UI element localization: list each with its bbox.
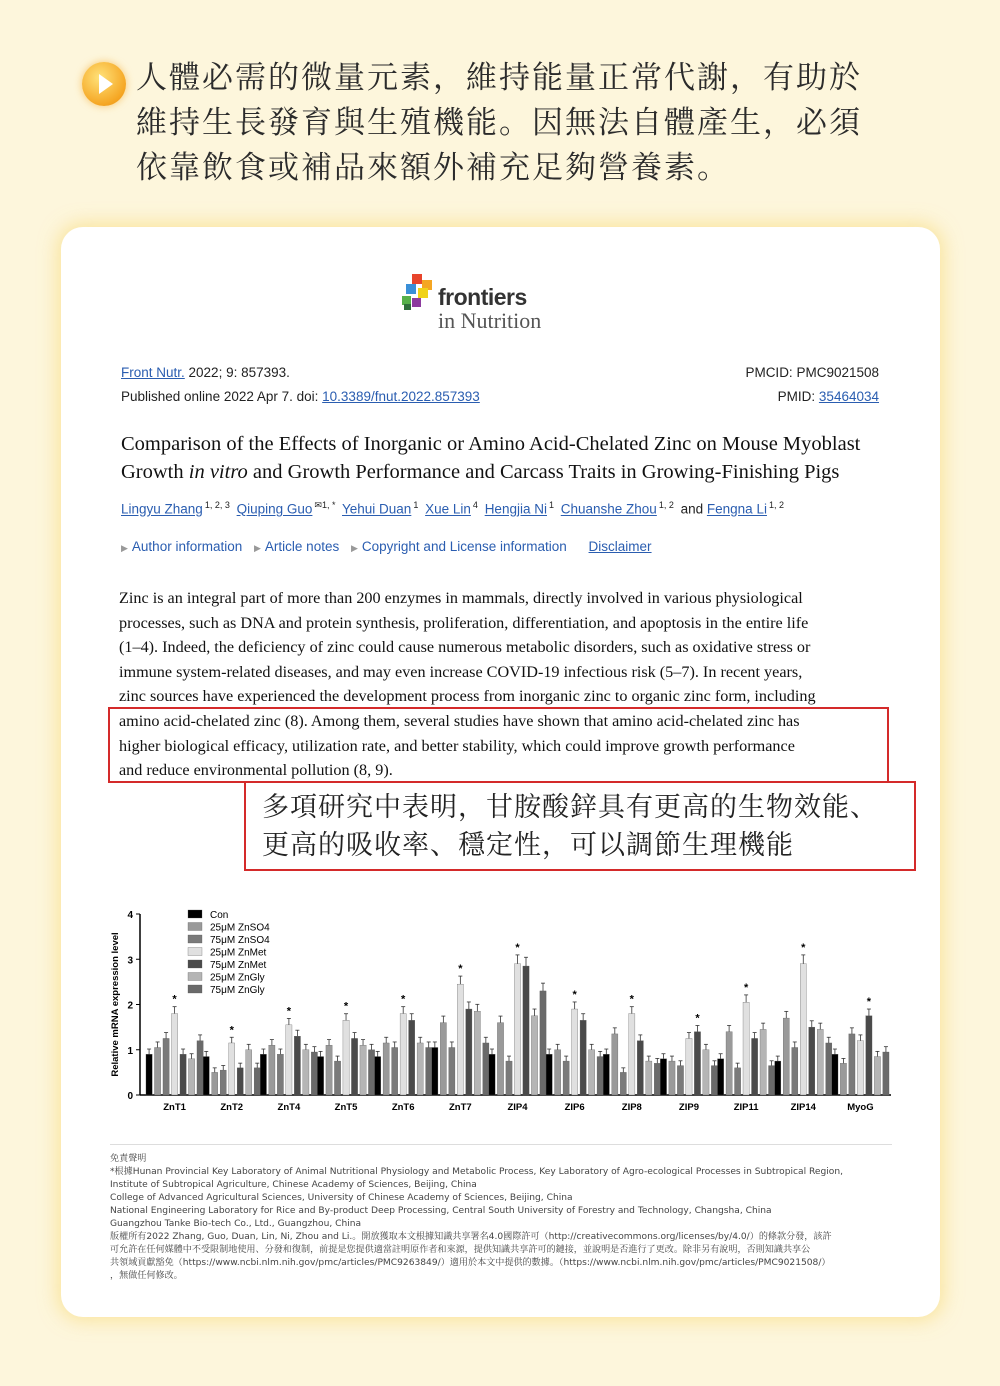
bar xyxy=(589,1050,595,1095)
pmcid: PMCID: PMC9021508 xyxy=(745,365,879,380)
author-affil: 1 xyxy=(548,500,554,510)
significance-marker: * xyxy=(515,941,520,954)
bar xyxy=(375,1057,381,1095)
bar xyxy=(383,1043,389,1095)
doi-link[interactable]: 10.3389/fnut.2022.857393 xyxy=(322,389,480,404)
author-affil: 1 xyxy=(413,500,419,510)
legend-label: 25μM ZnSO4 xyxy=(210,922,270,934)
author-list xyxy=(121,500,881,517)
legend-label: 75μM ZnGly xyxy=(210,985,265,996)
bar xyxy=(489,1054,495,1095)
author-link[interactable]: Fengna Li xyxy=(706,501,767,517)
bar xyxy=(857,1041,863,1095)
title-line-2 xyxy=(121,458,881,486)
author-link[interactable]: Lingyu Zhang xyxy=(121,501,203,517)
footer-line: ，無做任何修改。 xyxy=(110,1271,183,1281)
significance-marker: * xyxy=(286,1005,292,1018)
published-prefix: Published online 2022 Apr 7. doi: xyxy=(121,389,323,404)
citation-ref: 2022; 9: 857393. xyxy=(184,365,290,380)
note-label: Copyright and License information xyxy=(361,539,567,554)
bar xyxy=(580,1020,586,1095)
bar xyxy=(146,1054,152,1095)
highlight-box xyxy=(108,707,889,783)
bar xyxy=(317,1057,323,1095)
bar xyxy=(832,1054,838,1095)
bar xyxy=(760,1029,766,1095)
triangle-right-icon: ▶ xyxy=(121,543,128,553)
footer-disclaimer xyxy=(110,1144,892,1283)
y-tick-label: 1 xyxy=(127,1045,133,1057)
bar xyxy=(669,1061,675,1095)
intro-section xyxy=(82,56,902,191)
intro-line: 依靠飲食或補品來額外補充足夠營養素。 xyxy=(136,150,730,186)
x-tick-label: ZIP4 xyxy=(507,1102,528,1113)
bar xyxy=(368,1050,374,1095)
play-bullet-icon xyxy=(82,62,126,106)
significance-marker: * xyxy=(401,993,406,1006)
bar xyxy=(417,1043,423,1095)
bar xyxy=(540,991,546,1095)
journal-subtitle: in Nutrition xyxy=(438,308,542,333)
bar xyxy=(769,1066,775,1095)
bar xyxy=(775,1061,781,1095)
significance-marker: * xyxy=(743,981,749,994)
y-tick-label: 4 xyxy=(127,910,133,921)
significance-marker: * xyxy=(801,941,806,954)
author-link[interactable]: Yehui Duan xyxy=(342,501,412,517)
bar xyxy=(229,1043,235,1095)
author-link[interactable]: Xue Lin xyxy=(425,501,471,517)
bar xyxy=(203,1057,209,1095)
citation-line xyxy=(121,365,290,380)
bar xyxy=(466,1009,472,1095)
bar xyxy=(620,1072,626,1095)
bar xyxy=(303,1050,309,1095)
bar xyxy=(254,1068,260,1095)
bar xyxy=(646,1061,652,1095)
note-label: Article notes xyxy=(264,539,340,554)
disclaimer-link[interactable]: Disclaimer xyxy=(588,539,652,554)
bar xyxy=(686,1038,692,1095)
pmid-line xyxy=(778,389,879,404)
footer-line: 免責聲明 xyxy=(110,1154,147,1164)
bar xyxy=(277,1054,283,1095)
bar xyxy=(629,1014,635,1095)
significance-marker: * xyxy=(229,1024,234,1037)
callout-box xyxy=(244,781,916,871)
x-tick-label: ZnT1 xyxy=(163,1102,186,1113)
bar xyxy=(260,1054,266,1095)
significance-marker: * xyxy=(172,993,177,1006)
bar xyxy=(726,1032,732,1095)
bar xyxy=(711,1066,717,1095)
bar xyxy=(849,1034,855,1095)
footer-line: 版權所有2022 Zhang, Guo, Duan, Lin, Ni, Zhou and Li.。開放獲取本文根據知識共享署名4.0國際許可（http://creativecommons.org/licenses/by/4.0/）的條款分發，該許 xyxy=(110,1232,832,1242)
bar xyxy=(743,1002,749,1095)
bar xyxy=(171,1014,177,1095)
abstract-line: amino acid-chelated zinc (8). Among them, several studies have shown that amino acid-chelated zinc has xyxy=(119,711,800,730)
abstract-line: immune system-related diseases, and may even increase COVID-19 infectious risk (5–7). In recent years, xyxy=(119,662,803,681)
bar xyxy=(612,1034,618,1095)
x-tick-label: MyoG xyxy=(847,1102,874,1113)
intro-line: 維持生長發育與生殖機能。因無法自體產生，必須 xyxy=(136,105,862,141)
author-link[interactable]: Qiuping Guo xyxy=(236,501,313,517)
footer-line: *根據Hunan Provincial Key Laboratory of Animal Nutritional Physiology and Metabolic Process, Key Laboratory of Agro-ecological Processes in Subtropical Region, xyxy=(110,1167,844,1177)
x-tick-label: ZnT2 xyxy=(220,1102,244,1113)
author-link[interactable]: Chuanshe Zhou xyxy=(560,501,657,517)
bar xyxy=(703,1050,709,1095)
bar xyxy=(237,1068,243,1095)
bar xyxy=(426,1047,432,1095)
bar xyxy=(866,1016,872,1095)
bar xyxy=(400,1014,406,1095)
bar xyxy=(531,1016,537,1095)
author-affil: ✉1, * xyxy=(314,500,336,510)
significance-marker: * xyxy=(866,996,872,1009)
mrna-bar-chart xyxy=(106,902,896,1117)
x-tick-label: ZIP9 xyxy=(678,1102,699,1113)
callout-line: 多項研究中表明，甘胺酸鋅具有更高的生物效能、 xyxy=(262,792,878,823)
abstract-line: and reduce environmental pollution (8, 9). xyxy=(119,761,393,780)
footer-line: National Engineering Laboratory for Rice and By-product Deep Processing, Central South University of Forestry and Technology, Changsha, China xyxy=(110,1206,772,1216)
significance-marker: * xyxy=(343,1000,349,1013)
bar xyxy=(360,1045,366,1095)
legend-label: Con xyxy=(210,910,229,921)
bar xyxy=(718,1059,724,1095)
note-label: Author information xyxy=(131,539,243,554)
author-info-toggle[interactable] xyxy=(121,539,242,554)
frontiers-logo-icon xyxy=(402,274,436,310)
significance-marker: * xyxy=(629,993,634,1006)
bar xyxy=(694,1032,700,1095)
bar xyxy=(188,1059,194,1095)
abstract-line: (1–4). Indeed, the deficiency of zinc could cause numerous metabolic disorders, such as oxidative stress or xyxy=(119,638,811,657)
title-part: Growth xyxy=(121,461,189,483)
legend-swatch xyxy=(188,923,202,931)
article-title xyxy=(121,430,881,486)
callout-line: 更高的吸收率、穩定性，可以調節生理機能 xyxy=(262,830,794,861)
intro-text xyxy=(136,56,876,191)
pmid-label: PMID: xyxy=(777,389,819,404)
bar xyxy=(449,1047,455,1095)
legend-label: 25μM ZnMet xyxy=(210,947,267,959)
author-affil: 4 xyxy=(472,500,478,510)
footer-line: 可允許在任何媒體中不受限制地使用、分發和復制，前提是您提供適當註明原作者和來源，提供知識共享許可的鏈接，並說明是否進行了更改。除非另有說明，否則知識共享公 xyxy=(110,1245,811,1255)
legend-swatch xyxy=(188,985,202,993)
bar xyxy=(597,1057,603,1095)
legend-swatch xyxy=(188,960,202,968)
bar xyxy=(840,1063,846,1095)
bar xyxy=(660,1059,666,1095)
author-affil: 1, 2 xyxy=(658,500,674,510)
bar xyxy=(637,1041,643,1095)
author-link[interactable]: Hengjia Ni xyxy=(484,501,547,517)
bar xyxy=(572,1009,578,1095)
bar xyxy=(809,1027,815,1095)
x-tick-label: ZnT6 xyxy=(391,1102,415,1113)
bar xyxy=(826,1043,832,1095)
bar xyxy=(800,964,806,1095)
footer-line: 共領域貢獻豁免（https://www.ncbi.nlm.nih.gov/pmc/articles/PMC9263849/）適用於本文中提供的數據。（https://www.ncbi.nlm.nih.gov/pmc/articles/PMC9021508/） xyxy=(110,1258,831,1268)
legend-swatch xyxy=(188,935,202,943)
x-tick-label: ZIP11 xyxy=(733,1102,759,1113)
bar xyxy=(343,1020,349,1095)
bar xyxy=(440,1023,446,1095)
journal-brand: frontiers xyxy=(438,284,527,310)
title-line-1: Comparison of the Effects of Inorganic or Amino Acid-Chelated Zinc on Mouse Myoblast xyxy=(121,433,861,455)
intro-line: 人體必需的微量元素，維持能量正常代謝，有助於 xyxy=(136,60,862,96)
bar xyxy=(874,1057,880,1095)
legend-label: 75μM ZnMet xyxy=(210,960,267,971)
bar xyxy=(654,1063,660,1095)
y-axis-label: Relative mRNA expression level xyxy=(110,932,121,1077)
bar xyxy=(163,1038,169,1095)
bar xyxy=(817,1029,823,1095)
bar xyxy=(883,1052,889,1095)
x-tick-label: ZIP6 xyxy=(564,1102,585,1113)
x-tick-label: ZIP14 xyxy=(790,1102,816,1113)
bar xyxy=(603,1054,609,1095)
bar xyxy=(326,1045,332,1095)
significance-marker: * xyxy=(458,963,463,976)
bar xyxy=(483,1043,489,1095)
bar xyxy=(497,1023,503,1095)
bar xyxy=(294,1036,300,1095)
bar xyxy=(457,984,463,1095)
x-tick-label: ZnT4 xyxy=(277,1102,301,1113)
y-tick-label: 3 xyxy=(127,955,133,967)
bar xyxy=(212,1072,218,1095)
legend-swatch xyxy=(188,973,202,981)
bar xyxy=(246,1050,252,1095)
footer-line: Institute of Subtropical Agriculture, Chinese Academy of Sciences, Beijing, China xyxy=(110,1180,477,1190)
footer-line: Guangzhou Tanke Bio-tech Co., Ltd., Guangzhou, China xyxy=(110,1219,362,1229)
bar xyxy=(546,1054,552,1095)
bar xyxy=(783,1018,789,1095)
bar xyxy=(180,1054,186,1095)
journal-link[interactable]: Front Nutr. xyxy=(121,365,185,380)
triangle-right-icon: ▶ xyxy=(254,543,261,553)
bar xyxy=(514,964,520,1095)
y-tick-label: 0 xyxy=(127,1091,133,1102)
bar xyxy=(409,1020,415,1095)
bar xyxy=(555,1050,561,1095)
bar xyxy=(269,1045,275,1095)
y-tick-label: 2 xyxy=(127,1000,133,1012)
pmid-link[interactable]: 35464034 xyxy=(818,389,879,404)
author-affil: 1, 2, 3 xyxy=(204,500,230,510)
abstract-line: higher biological efficacy, utilization rate, and better stability, which could improve growth performance xyxy=(119,736,795,755)
published-line xyxy=(121,389,480,404)
bar xyxy=(220,1070,226,1095)
significance-marker: * xyxy=(572,988,577,1001)
x-tick-label: ZnT5 xyxy=(334,1102,358,1113)
bar xyxy=(351,1038,357,1095)
title-italic: in vitro xyxy=(188,461,248,483)
x-tick-label: ZIP8 xyxy=(621,1102,642,1113)
significance-marker: * xyxy=(695,1012,700,1025)
bar xyxy=(677,1066,683,1095)
bar xyxy=(792,1047,798,1095)
triangle-right-icon: ▶ xyxy=(350,543,358,553)
bar xyxy=(311,1052,317,1095)
article-notes-toggle[interactable] xyxy=(254,539,339,554)
bar xyxy=(563,1061,569,1095)
authors-and: and xyxy=(680,501,704,517)
bar xyxy=(197,1041,203,1095)
legend-swatch xyxy=(188,910,202,918)
footer-line: College of Advanced Agricultural Sciences, University of Chinese Academy of Sciences, Beijing, China xyxy=(110,1193,573,1203)
bar xyxy=(474,1011,480,1095)
bar xyxy=(506,1061,512,1095)
bar xyxy=(523,966,529,1095)
title-part: and Growth Performance and Carcass Traits in Growing-Finishing Pigs xyxy=(247,461,840,483)
abstract-line: processes, such as DNA and protein synthesis, proliferation, differentiation, and apoptosis in the entire life xyxy=(119,613,809,632)
copyright-toggle[interactable] xyxy=(351,539,567,554)
bar xyxy=(432,1047,438,1095)
legend-label: 75μM ZnSO4 xyxy=(210,935,270,946)
author-affil: 1, 2 xyxy=(768,500,784,510)
journal-logo xyxy=(402,274,602,338)
bar xyxy=(154,1047,160,1095)
legend-swatch xyxy=(188,948,202,956)
abstract-line: zinc sources have experienced the development process from inorganic zinc to organic zinc form, including xyxy=(119,687,816,706)
bar xyxy=(752,1038,758,1095)
x-tick-label: ZnT7 xyxy=(448,1102,472,1113)
bar xyxy=(286,1025,292,1095)
bar xyxy=(334,1061,340,1095)
bar xyxy=(735,1068,741,1095)
article-notes-bar xyxy=(121,539,660,554)
legend-label: 25μM ZnGly xyxy=(210,972,265,984)
bar xyxy=(392,1047,398,1095)
abstract-line: Zinc is an integral part of more than 200 enzymes in mammals, directly involved in various physiological xyxy=(119,589,803,607)
